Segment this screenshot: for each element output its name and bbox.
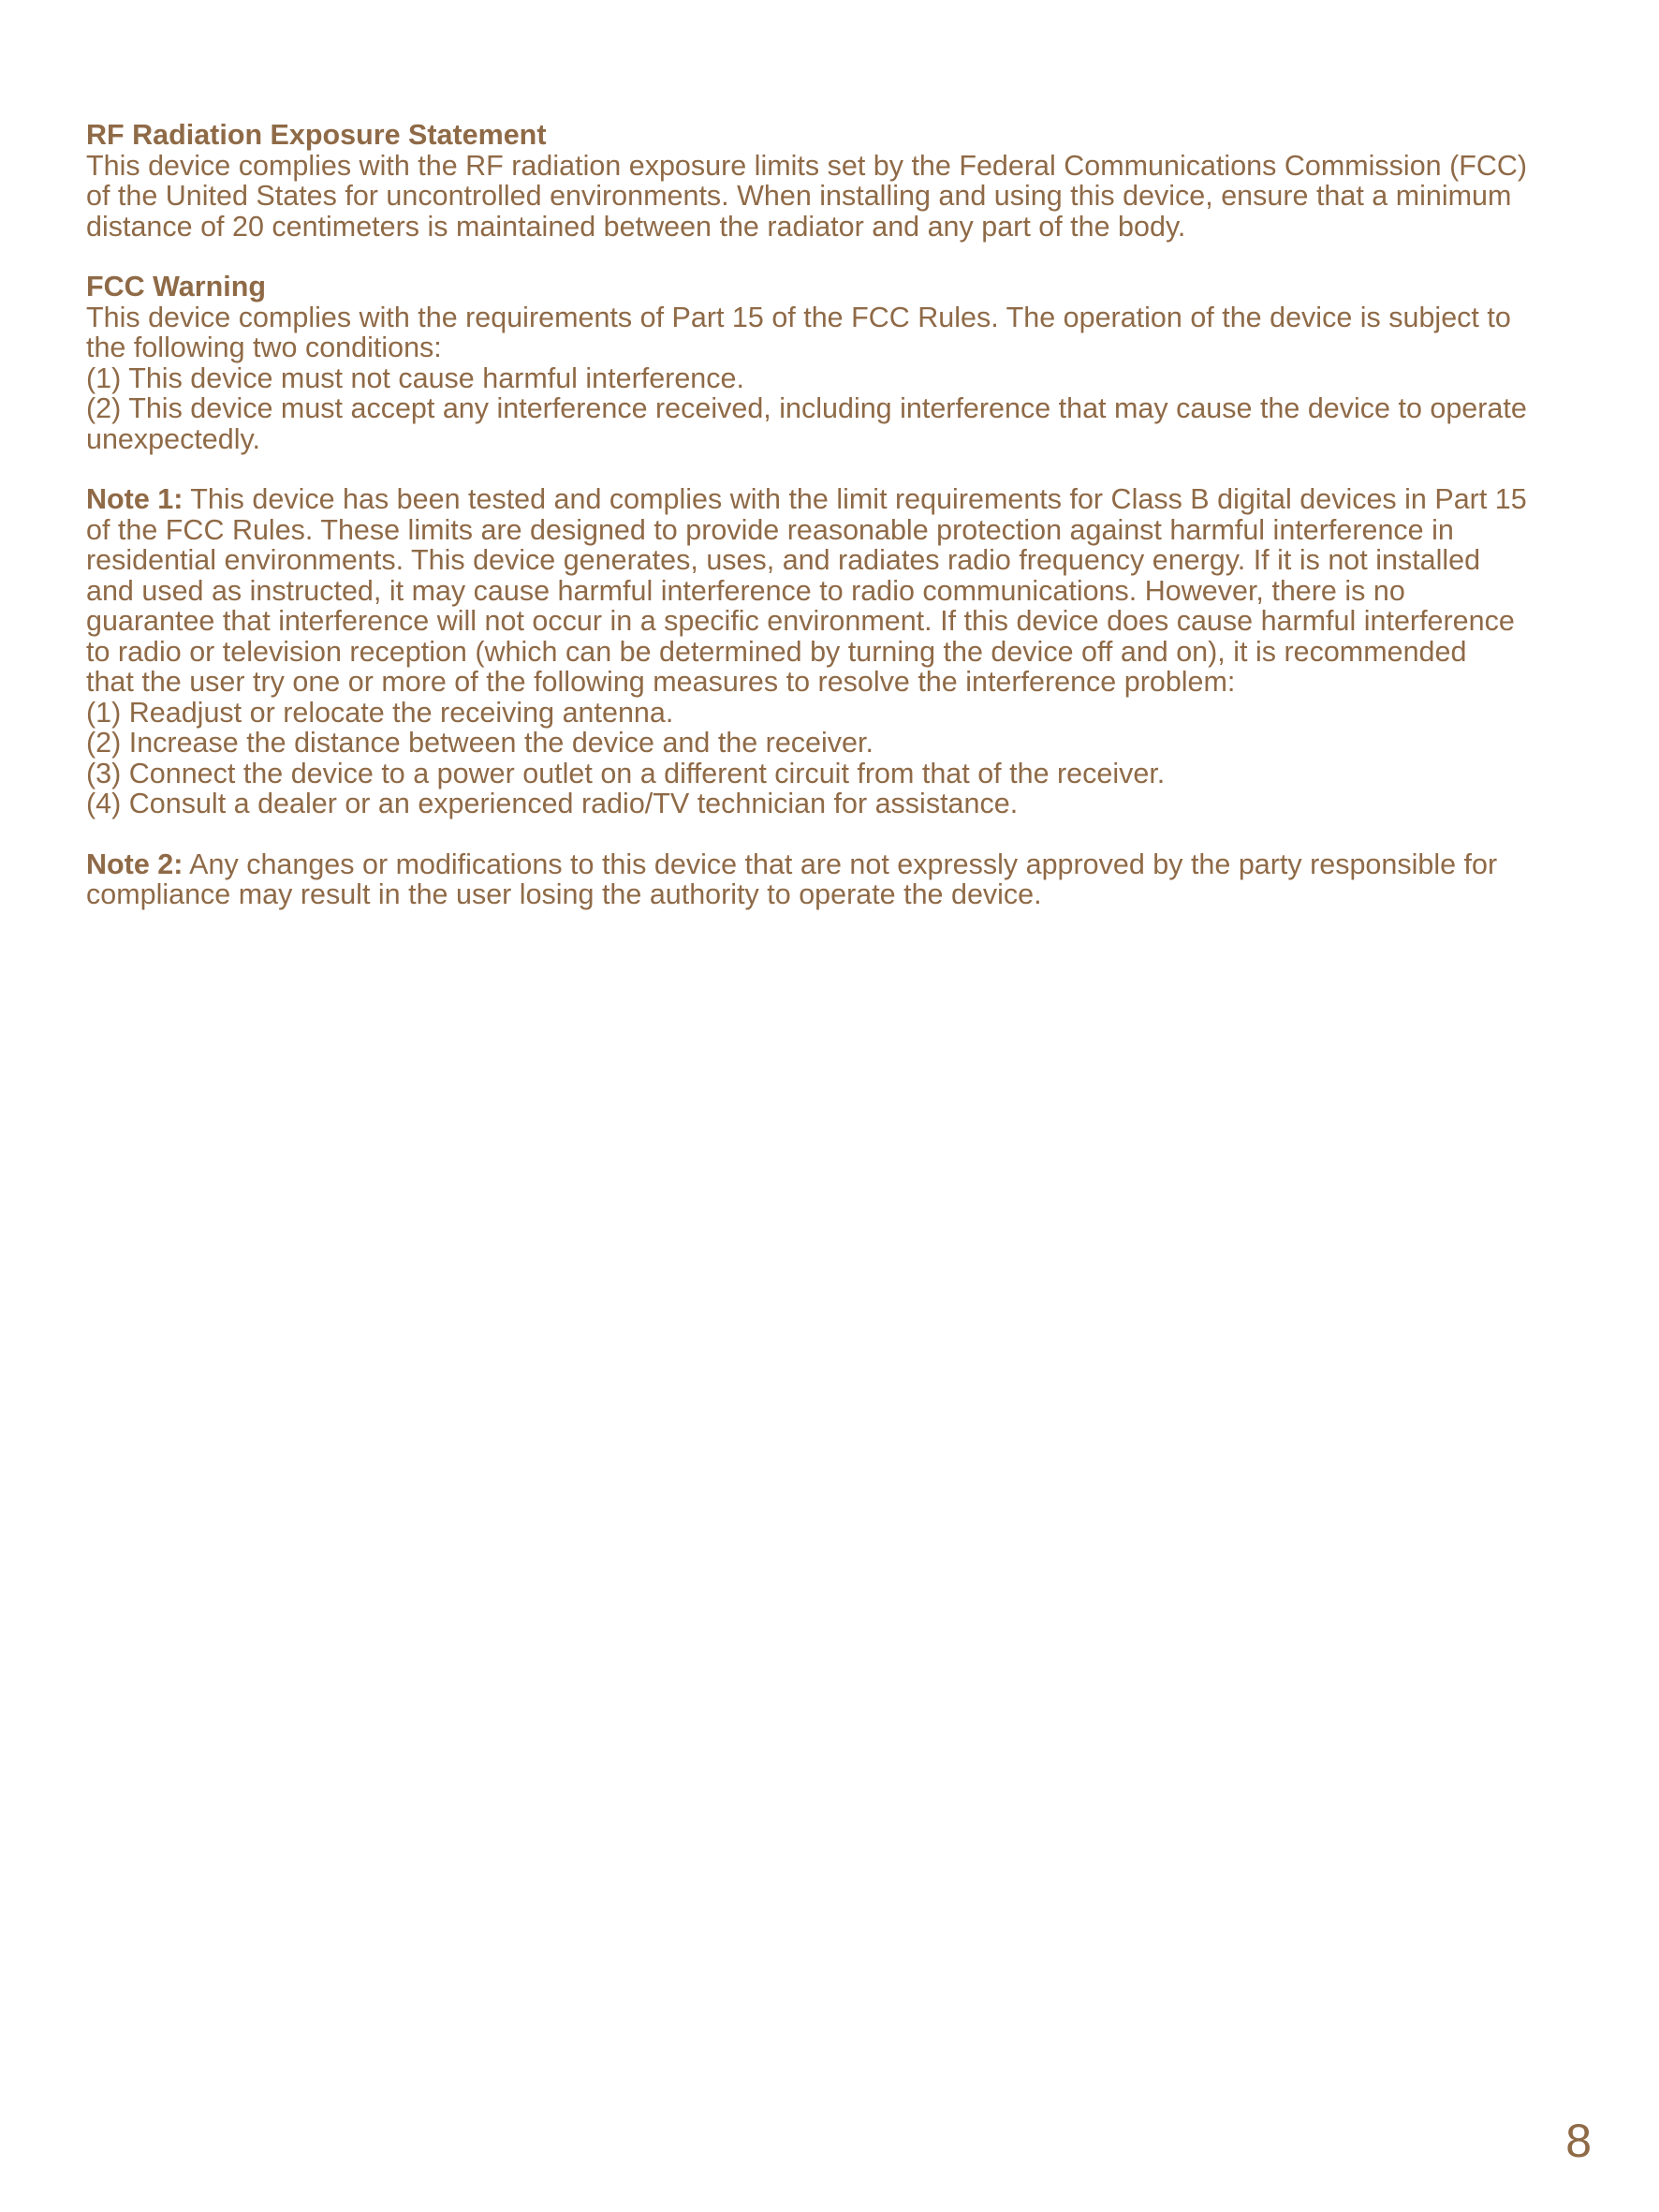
note-1-measure-2: (2) Increase the distance between the device and the receiver.	[86, 727, 874, 759]
note-1-measure-3: (3) Connect the device to a power outlet on a different circuit from that of the receiver.	[86, 757, 1166, 789]
note-2-line: compliance may result in the user losing the authority to operate the device.	[86, 878, 1042, 910]
fcc-warning-condition-1: (1) This device must not cause harmful interference.	[86, 361, 744, 394]
note-1-line: of the FCC Rules. These limits are designed to provide reasonable protection against harmful interference in	[86, 513, 1454, 546]
fcc-warning-heading: FCC Warning	[86, 271, 267, 302]
note-2-label: Note 2:	[86, 848, 184, 880]
note-1-line: guarantee that interference will not occur in a specific environment. If this device does cause harmful interference	[86, 605, 1515, 637]
rf-exposure-heading: RF Radiation Exposure Statement	[86, 119, 547, 151]
rf-exposure-line: of the United States for uncontrolled environments. When installing and using this device, ensure that a minimum	[86, 180, 1512, 212]
rf-exposure-line: This device complies with the RF radiation exposure limits set by the Federal Communications Commission (FCC)	[86, 149, 1528, 182]
note-1-section	[86, 484, 1584, 819]
note-1-label: Note 1:	[86, 483, 184, 515]
document-page	[86, 120, 1584, 940]
note-2-section	[86, 849, 1584, 910]
rf-exposure-section	[86, 120, 1584, 242]
note-1-line: to radio or television reception (which can be determined by turning the device off and on), it is recommended	[86, 635, 1467, 668]
note-1-line: that the user try one or more of the following measures to resolve the interference problem:	[86, 666, 1236, 698]
note-1-first-text: This device has been tested and complies with the limit requirements for Class B digital devices in Part 15	[183, 483, 1527, 515]
note-1-first-line	[86, 484, 1584, 515]
note-1-line: and used as instructed, it may cause harmful interference to radio communications. However, there is no	[86, 574, 1405, 607]
note-1-measure-1: (1) Readjust or relocate the receiving antenna.	[86, 696, 674, 729]
note-1-line: residential environments. This device generates, uses, and radiates radio frequency energy. If it is not installed	[86, 544, 1481, 576]
note-1-measure-4: (4) Consult a dealer or an experienced radio/TV technician for assistance.	[86, 788, 1019, 819]
note-2-first-text: Any changes or modifications to this device that are not expressly approved by the party responsible for	[183, 848, 1498, 880]
fcc-warning-line: This device complies with the requirements of Part 15 of the FCC Rules. The operation of the device is subject to	[86, 301, 1511, 333]
fcc-warning-line: unexpectedly.	[86, 422, 260, 455]
fcc-warning-line: the following two conditions:	[86, 332, 442, 363]
rf-exposure-line: distance of 20 centimeters is maintained between the radiator and any part of the body.	[86, 210, 1186, 243]
fcc-warning-section	[86, 272, 1584, 454]
page-number: 8	[1565, 2115, 1592, 2167]
note-2-first-line	[86, 849, 1584, 880]
fcc-warning-condition-2: (2) This device must accept any interference received, including interference that may cause the device to operate	[86, 392, 1527, 424]
